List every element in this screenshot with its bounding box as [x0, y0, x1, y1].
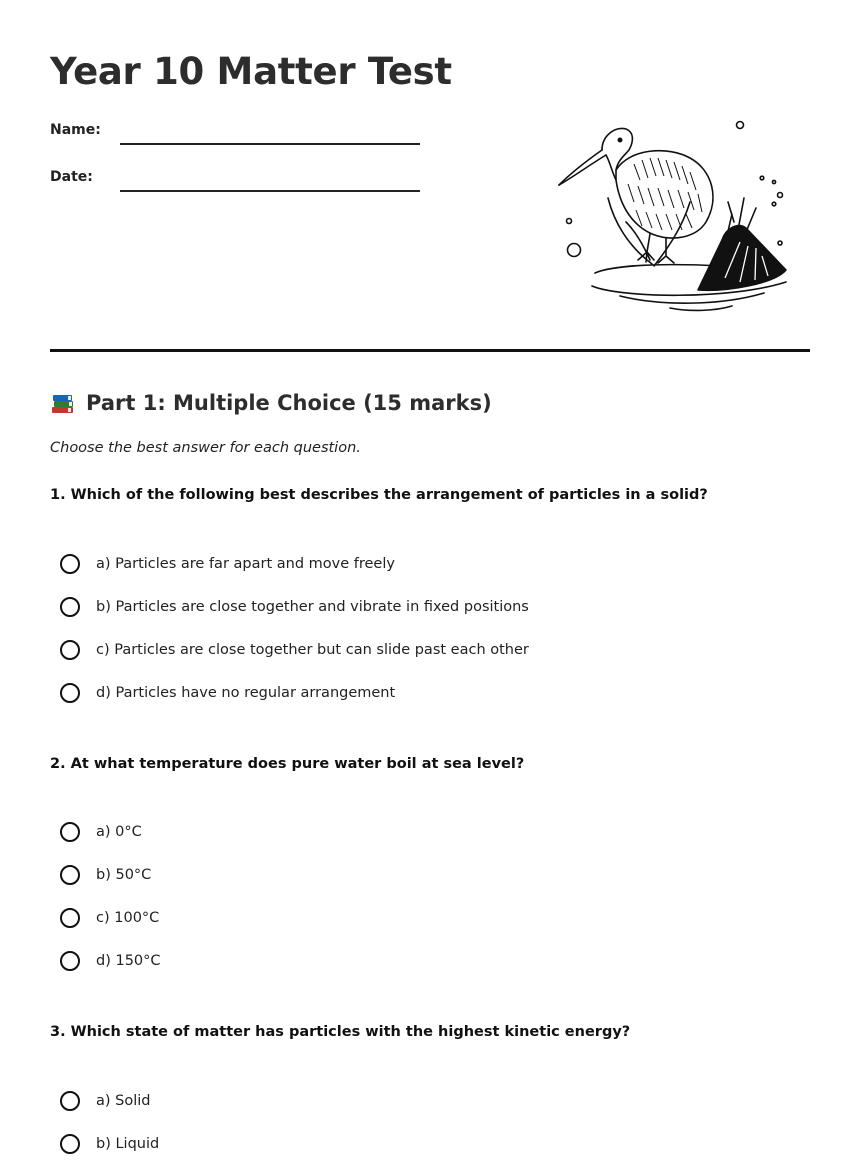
q1-option-c[interactable] — [60, 640, 529, 660]
q1-option-b[interactable] — [60, 597, 529, 617]
option-label: b) Particles are close together and vibrate in fixed positions — [96, 599, 529, 615]
section-title: Part 1: Multiple Choice (15 marks) — [86, 391, 492, 415]
q3-option-a[interactable] — [60, 1091, 151, 1111]
q1-option-a[interactable] — [60, 554, 395, 574]
option-label: a) Solid — [96, 1093, 151, 1109]
radio-button[interactable] — [60, 822, 80, 842]
q2-option-c[interactable] — [60, 908, 159, 928]
option-label: a) 0°C — [96, 824, 142, 840]
option-label: c) 100°C — [96, 910, 160, 926]
page-title: Year 10 Matter Test — [50, 50, 452, 93]
section-header — [50, 390, 492, 416]
radio-button[interactable] — [60, 683, 80, 703]
name-field[interactable] — [120, 143, 420, 145]
name-label: Name: — [50, 122, 101, 138]
q3-option-b[interactable] — [60, 1134, 159, 1154]
books-icon — [50, 390, 76, 416]
option-label: a) Particles are far apart and move freely — [96, 556, 395, 572]
option-label: d) 150°C — [96, 953, 161, 969]
instructions: Choose the best answer for each question. — [50, 440, 361, 456]
question-2: 2. At what temperature does pure water boil at sea level? — [50, 756, 525, 772]
radio-button[interactable] — [60, 865, 80, 885]
radio-button[interactable] — [60, 908, 80, 928]
radio-button[interactable] — [60, 554, 80, 574]
radio-button[interactable] — [60, 1134, 80, 1154]
date-field[interactable] — [120, 190, 420, 192]
radio-button[interactable] — [60, 1091, 80, 1111]
kiwi-volcano-illustration — [550, 110, 800, 320]
q2-option-b[interactable] — [60, 865, 151, 885]
option-label: d) Particles have no regular arrangement — [96, 685, 396, 701]
header-divider — [50, 349, 810, 352]
q1-option-d[interactable] — [60, 683, 395, 703]
option-label: b) Liquid — [96, 1136, 160, 1152]
date-label: Date: — [50, 169, 93, 185]
option-label: b) 50°C — [96, 867, 152, 883]
option-label: c) Particles are close together but can slide past each other — [96, 642, 529, 658]
question-3: 3. Which state of matter has particles with the highest kinetic energy? — [50, 1024, 631, 1040]
question-1: 1. Which of the following best describes the arrangement of particles in a solid? — [50, 487, 708, 503]
radio-button[interactable] — [60, 640, 80, 660]
radio-button[interactable] — [60, 951, 80, 971]
q2-option-d[interactable] — [60, 951, 161, 971]
radio-button[interactable] — [60, 597, 80, 617]
q2-option-a[interactable] — [60, 822, 142, 842]
